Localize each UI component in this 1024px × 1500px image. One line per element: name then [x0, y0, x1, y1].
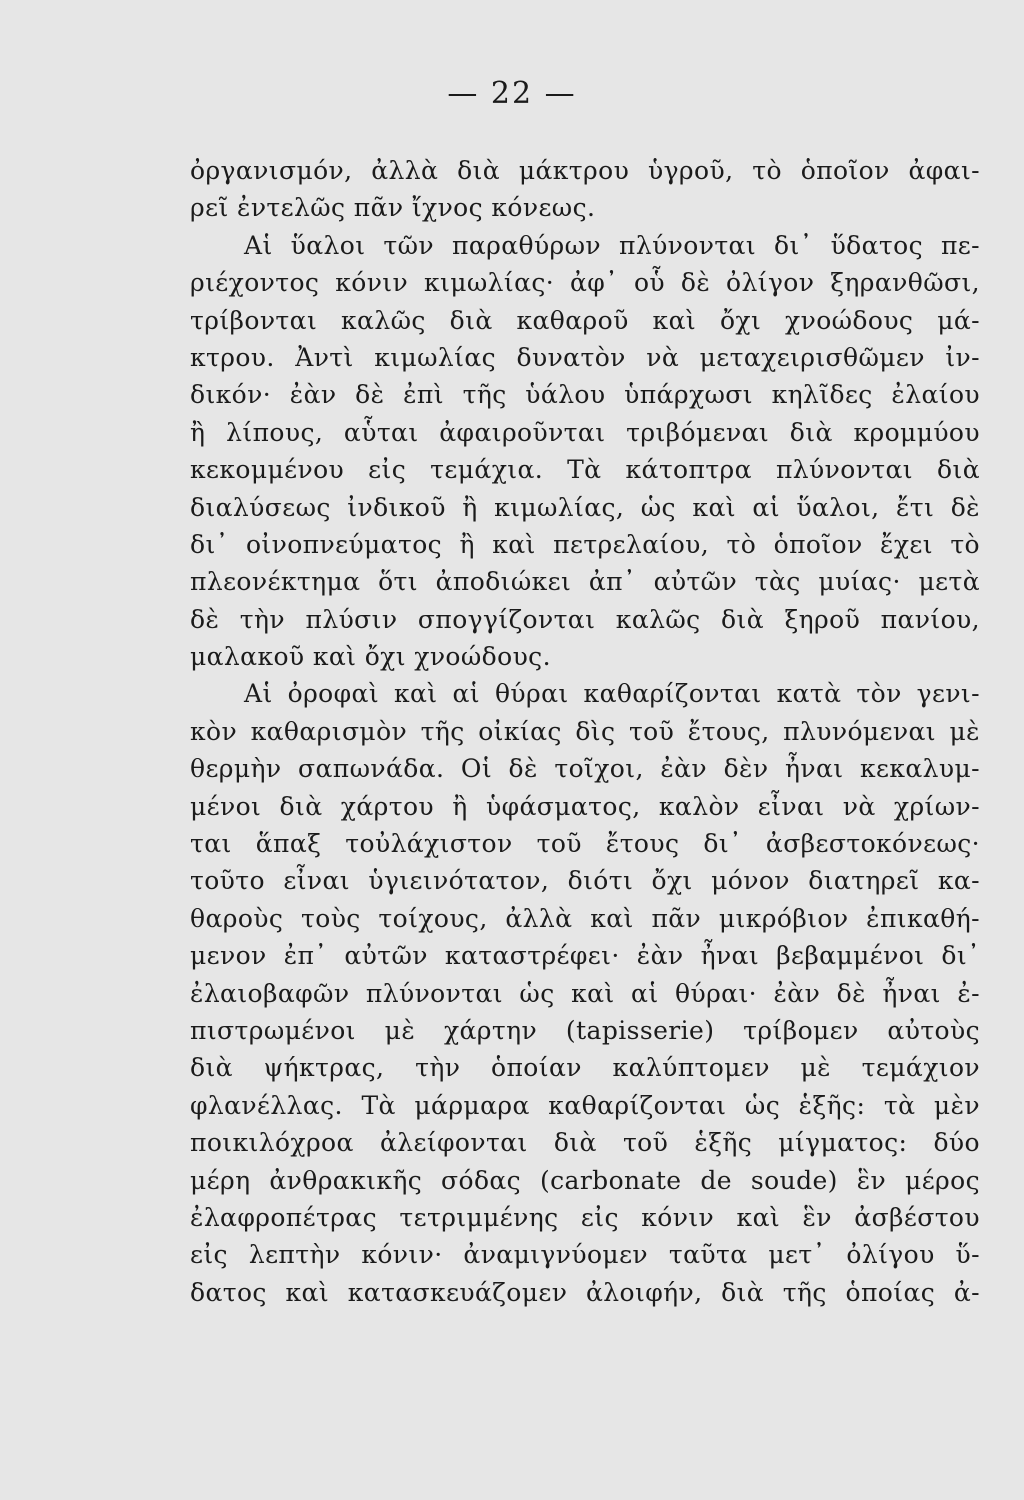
- text-line: κτρου. Ἀντὶ κιμωλίας δυνατὸν νὰ μεταχειρισθῶμεν ἰν-: [190, 342, 980, 372]
- text-line: εἰς λεπτὴν κόνιν· ἀναμιγνύομεν ταῦτα μετ᾽ ὀλίγου ὕ-: [190, 1240, 980, 1270]
- text-line: τοῦτο εἶναι ὑγιεινότατον, διότι ὄχι μόνον διατηρεῖ κα-: [190, 866, 980, 896]
- body-text: [190, 152, 980, 1311]
- text-line: ρεῖ ἐντελῶς πᾶν ἴχνος κόνεως.: [190, 193, 596, 223]
- page-number: — 22 —: [447, 76, 577, 111]
- text-line: ται ἅπαξ τοὐλάχιστον τοῦ ἔτους δι᾽ ἀσβεστοκόνεως·: [190, 829, 980, 859]
- text-line: δι᾽ οἰνοπνεύματος ἢ καὶ πετρελαίου, τὸ ὁποῖον ἔχει τὸ: [190, 529, 980, 559]
- paragraph-start-line: Αἱ ὕαλοι τῶν παραθύρων πλύνονται δι᾽ ὕδατος πε-: [244, 230, 980, 260]
- text-line: πλεονέκτημα ὅτι ἀποδιώκει ἀπ᾽ αὐτῶν τὰς μυίας· μετὰ: [190, 567, 980, 597]
- text-line: ἐλαιοβαφῶν πλύνονται ὡς καὶ αἱ θύραι· ἐὰν δὲ ἦναι ἐ-: [190, 978, 980, 1008]
- text-line: ποικιλόχροα ἀλείφονται διὰ τοῦ ἑξῆς μίγματος: δύο: [190, 1128, 980, 1158]
- text-line: τρίβονται καλῶς διὰ καθαροῦ καὶ ὄχι χνοώδους μά-: [190, 305, 980, 335]
- text-line: μαλακοῦ καὶ ὄχι χνοώδους.: [190, 642, 551, 672]
- text-line: μέρη ἀνθρακικῆς σόδας (carbonate de soude) ἓν μέρος: [190, 1165, 980, 1195]
- text-line: ὀργανισμόν, ἀλλὰ διὰ μάκτρου ὑγροῦ, τὸ ὁποῖον ἀφαι-: [190, 156, 980, 185]
- text-line: μενον ἐπ᾽ αὐτῶν καταστρέφει· ἐὰν ἦναι βεβαμμένοι δι᾽: [190, 941, 980, 971]
- text-line: ἢ λίπους, αὗται ἀφαιροῦνται τριβόμεναι διὰ κρομμύου: [190, 417, 980, 447]
- text-line: μένοι διὰ χάρτου ἢ ὑφάσματος, καλὸν εἶναι νὰ χρίων-: [190, 791, 980, 821]
- text-line: δατος καὶ κατασκευάζομεν ἀλοιφήν, διὰ τῆς ὁποίας ἀ-: [190, 1277, 980, 1307]
- text-line: φλανέλλας. Τὰ μάρμαρα καθαρίζονται ὡς ἑξῆς: τὰ μὲν: [190, 1090, 980, 1120]
- text-line: κεκομμένου εἰς τεμάχια. Τὰ κάτοπτρα πλύνονται διὰ: [190, 455, 980, 485]
- text-line: ἐλαφροπέτρας τετριμμένης εἰς κόνιν καὶ ἓν ἀσβέστου: [190, 1202, 980, 1232]
- paragraph-start-line: Αἱ ὀροφαὶ καὶ αἱ θύραι καθαρίζονται κατὰ τὸν γενι-: [244, 679, 980, 709]
- text-line: ριέχοντος κόνιν κιμωλίας· ἀφ᾽ οὗ δὲ ὀλίγον ξηρανθῶσι,: [190, 268, 980, 298]
- text-line: θαροὺς τοὺς τοίχους, ἀλλὰ καὶ πᾶν μικρόβιον ἐπικαθή-: [190, 903, 980, 933]
- text-line: κὸν καθαρισμὸν τῆς οἰκίας δὶς τοῦ ἔτους, πλυνόμεναι μὲ: [190, 716, 980, 746]
- text-line: θερμὴν σαπωνάδα. Οἱ δὲ τοῖχοι, ἐὰν δὲν ἦναι κεκαλυμ-: [190, 754, 980, 784]
- text-line: διαλύσεως ἰνδικοῦ ἢ κιμωλίας, ὡς καὶ αἱ ὕαλοι, ἔτι δὲ: [190, 492, 980, 522]
- text-line: δὲ τὴν πλύσιν σπογγίζονται καλῶς διὰ ξηροῦ πανίου,: [190, 604, 980, 634]
- text-line: διὰ ψήκτρας, τὴν ὁποίαν καλύπτομεν μὲ τεμάχιον: [190, 1053, 980, 1083]
- text-line: πιστρωμένοι μὲ χάρτην (tapisserie) τρίβομεν αὐτοὺς: [190, 1015, 980, 1045]
- text-line: δικόν· ἐὰν δὲ ἐπὶ τῆς ὑάλου ὑπάρχωσι κηλῖδες ἐλαίου: [190, 380, 980, 410]
